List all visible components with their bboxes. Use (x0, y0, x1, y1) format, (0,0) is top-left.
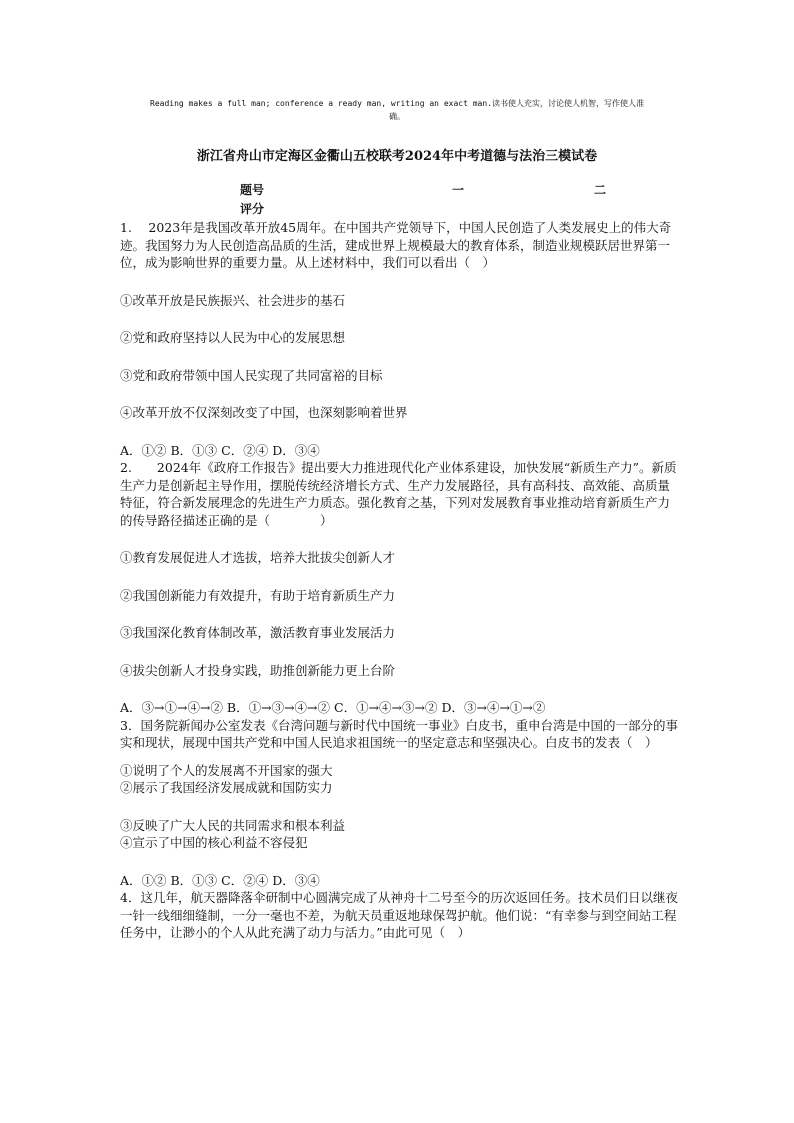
score-col-section-1: 一 (452, 183, 465, 197)
question-2-stem: 2. 2024年《政府工作报告》提出要大力推进现代化产业体系建设，加快发展“新质生产力”。新质生产力是创新起主导作用，摆脱传统经济增长方式、生产力发展路径，具有高科技、高效能、高质量特征，符合新发展理念的先进生产力质态。强化教育之基，下列对发展教育事业推动培育新质生产力的传导路径描述正确的是（ ） (120, 460, 677, 528)
question-2-option-3: ③我国深化教育体制改革，激活教育事业发展活力 (120, 625, 396, 640)
question-3-choices: A．①② B．①③ C．②④ D．③④ (120, 872, 320, 888)
score-row-label-score: 评分 (240, 202, 265, 216)
header-quote-line1: Reading makes a full man; conference a ready man, writing an exact man.读书使人充实，讨论使人机智，写作使人准 (150, 99, 644, 108)
question-list (120, 219, 680, 942)
question-1-option-1: ①改革开放是民族振兴、社会进步的基石 (120, 292, 346, 308)
question-3-option-1: ①说明了个人的发展离不开国家的强大 (120, 762, 333, 778)
question-1-option-3: ③党和政府带领中国人民实现了共同富裕的目标 (120, 367, 383, 383)
question-1-option-4: ④改革开放不仅深刻改变了中国，也深刻影响着世界 (120, 405, 408, 420)
question-2-option-1: ①教育发展促进人才选拔，培养大批拔尖创新人才 (120, 550, 396, 565)
question-1-option-2: ②党和政府坚持以人民为中心的发展思想 (120, 330, 346, 345)
question-1-choices: A．①② B．①③ C．②④ D．③④ (120, 442, 320, 458)
question-3-option-2: ②展示了我国经济发展成就和国防实力 (120, 780, 333, 795)
exam-title: 浙江省舟山市定海区金衢山五校联考2024年中考道德与法治三模试卷 (196, 149, 598, 164)
page-header (110, 97, 684, 123)
question-4-stem: 4．这几年，航天器降落伞研制中心圆满完成了从神舟十二号至今的历次返回任务。技术员们日以继夜一针一线细细缝制，一分一毫也不差，为航天员重返地球保驾护航。他们说：“有幸参与到空间站工程任务中，让渺小的个人从此充满了动力与活力。”由此可见（ ） (120, 890, 678, 940)
question-2-choices: A．③→①→④→② B．①→③→④→② C．①→④→③→② D．③→④→①→② (120, 700, 546, 715)
score-col-section-2: 二 (594, 183, 607, 197)
header-quote-line2: 确。 (389, 112, 405, 121)
question-3-option-3: ③反映了广大人民的共同需求和根本利益 (120, 817, 346, 833)
score-row-label-question-number: 题号 (240, 183, 265, 197)
question-1-stem: 1. 2023年是我国改革开放45周年。在中国共产党领导下，中国人民创造了人类发展史上的伟大奇迹。我国努力为人民创造高品质的生活，建成世界上规模最大的教育体系，制造业规模跃居世界第一位，成为影响世界的重要力量。从上述材料中，我们可以看出（ ） (120, 220, 672, 270)
question-2-option-2: ②我国创新能力有效提升，有助于培育新质生产力 (120, 587, 396, 603)
question-3-stem: 3．国务院新闻办公室发表《台湾问题与新时代中国统一事业》白皮书，重申台湾是中国的一部分的事实和现状，展现中国共产党和中国人民追求祖国统一的坚定意志和坚强决心。白皮书的发表（ ） (120, 717, 678, 750)
question-2-option-4: ④拔尖创新人才投身实践，助推创新能力更上台阶 (120, 662, 396, 678)
question-3-option-4: ④宣示了中国的核心利益不容侵犯 (120, 835, 308, 850)
